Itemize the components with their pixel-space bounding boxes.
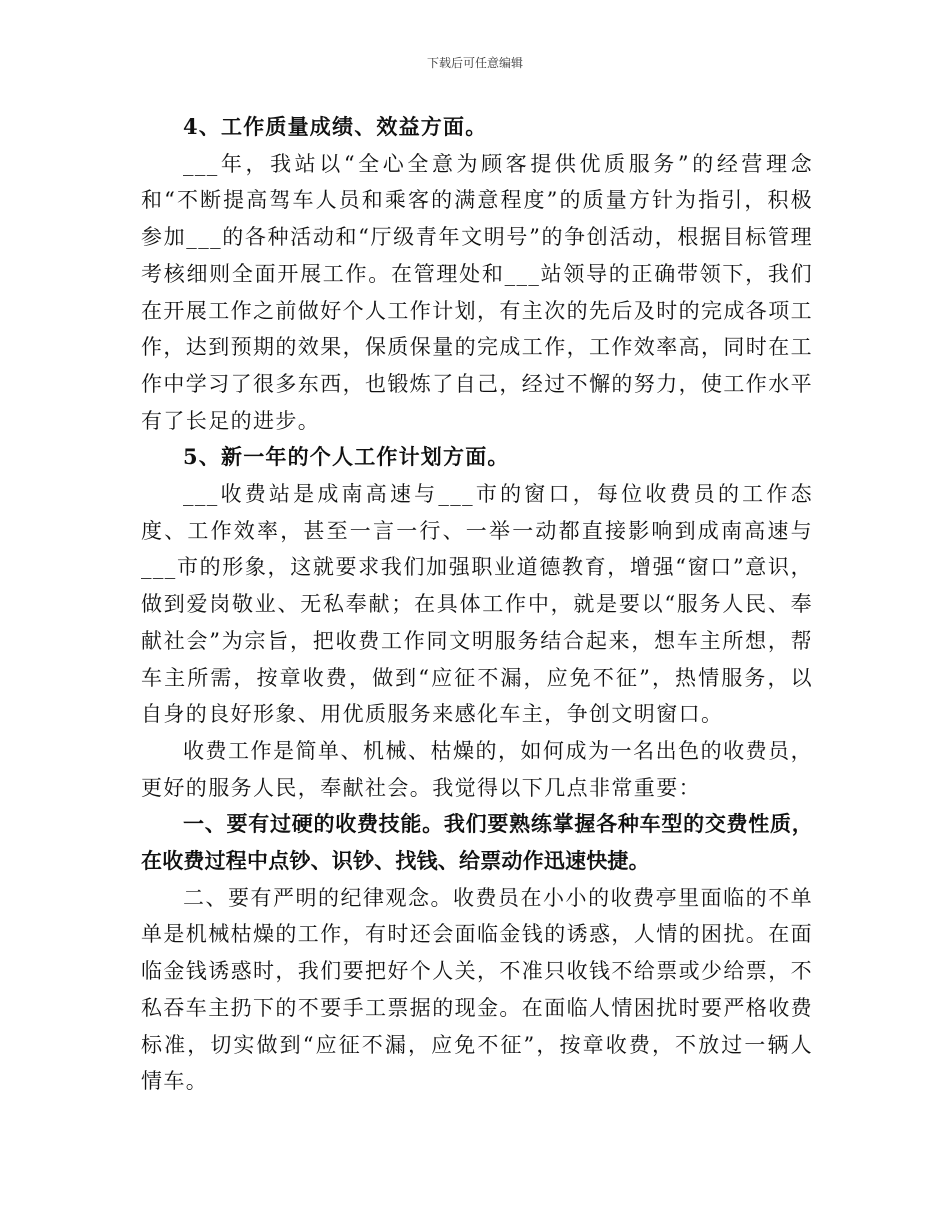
header-note: 下载后可任意编辑	[426, 56, 523, 70]
paragraph-toll-work: 收费工作是简单、机械、枯燥的，如何成为一名出色的收费员，更好的服务人民，奉献社会。我觉得以下几点非常重要：	[141, 738, 813, 800]
point-two-discipline: 二、要有严明的纪律观念。收费员在小小的收费亭里面临的不单单是机械枯燥的工作，有时还会面临金钱的诱惑，人情的困扰。在面临金钱诱惑时，我们要把好个人关，不准只收钱不给票或少给票，不私吞车主扔下的不要手工票据的现金。在面临人情困扰时要严格收费标准，切实做到“应征不漏，应免不征”，按章收费，不放过一辆人情车。	[141, 885, 813, 1094]
document-body	[141, 109, 813, 1100]
section-heading-4: 4、工作质量成绩、效益方面。	[183, 114, 488, 139]
point-one-skills: 一、要有过硬的收费技能。我们要熟练掌握各种车型的交费性质，在收费过程中点钞、识钞、找钱、给票动作迅速快捷。	[141, 811, 813, 874]
paragraph-work-quality: ___年，我站以“全心全意为顾客提供优质服务”的经营理念和“不断提高驾车人员和乘客的满意程度”的质量方针为指引，积极参加___的各种活动和“厅级青年文明号”的争创活动，根据目标管理考核细则全面开展工作。在管理处和___站领导的正确带领下，我们在开展工作之前做好个人工作计划，有主次的先后及时的完成各项工作，达到预期的效果，保质保量的完成工作，工作效率高，同时在工作中学习了很多东西，也锻炼了自己，经过不懈的努力，使工作水平有了长足的进步。	[141, 151, 813, 433]
paragraph-station-window: ___收费站是成南高速与___市的窗口，每位收费员的工作态度、工作效率，甚至一言一行、一举一动都直接影响到成南高速与___市的形象，这就要求我们加强职业道德教育，增强“窗口”意识，做到爱岗敬业、无私奉献；在具体工作中，就是要以“服务人民、奉献社会”为宗旨，把收费工作同文明服务结合起来，想车主所想，帮车主所需，按章收费，做到“应征不漏，应免不征”，热情服务，以自身的良好形象、用优质服务来感化车主，争创文明窗口。	[141, 482, 813, 727]
section-heading-5: 5、新一年的个人工作计划方面。	[183, 444, 510, 470]
